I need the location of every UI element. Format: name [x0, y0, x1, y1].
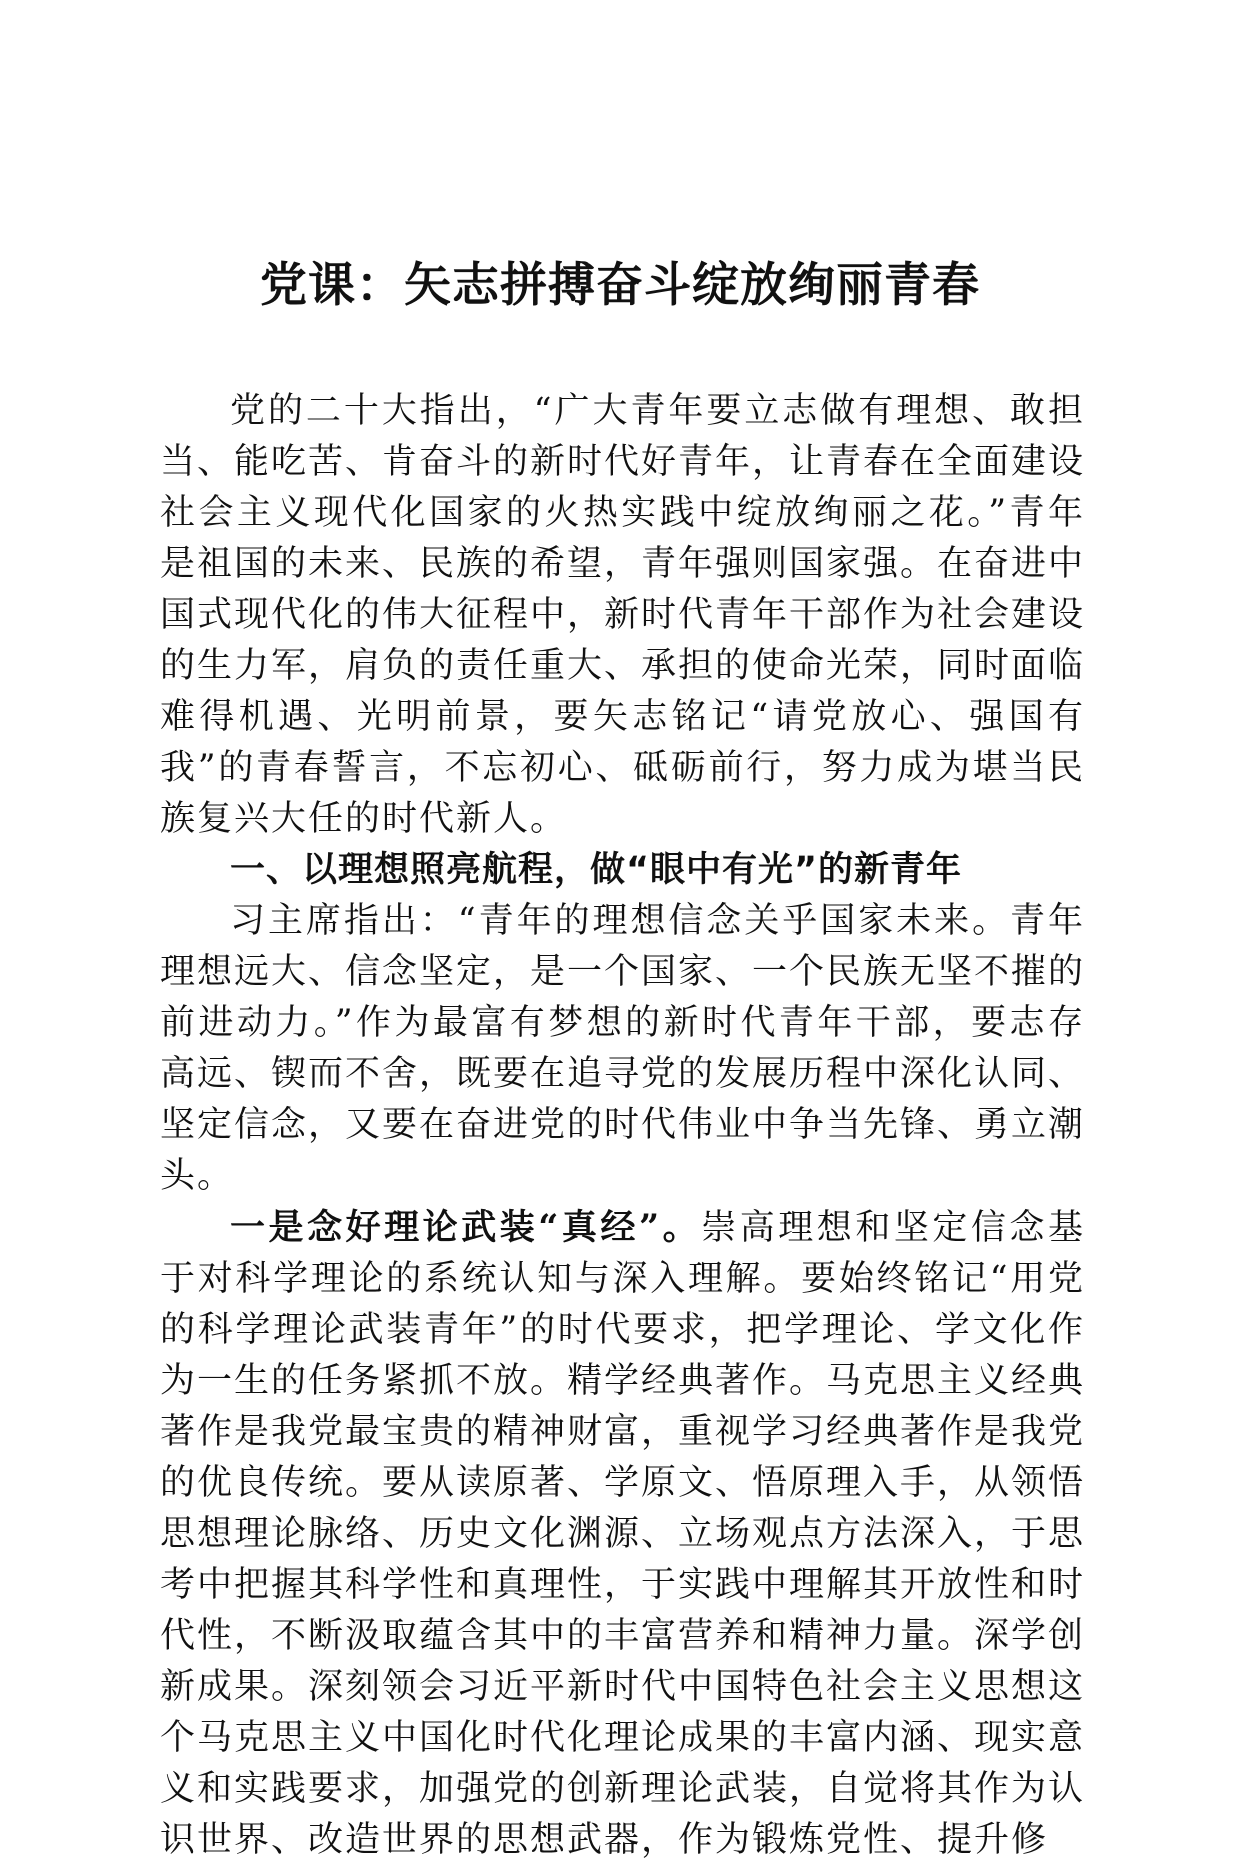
- section-paragraph: 习主席指出：“青年的理想信念关乎国家未来。青年理想远大、信念坚定，是一个国家、一个民族无坚不摧的前进动力。”作为最富有梦想的新时代青年干部，要志存高远、锲而不舍，既要在追寻党的发展历程中深化认同、坚定信念，又要在奋进党的时代伟业中争当先锋、勇立潮头。: [160, 901, 1086, 1196]
- section-heading: 一、以理想照亮航程，做“眼中有光”的新青年: [230, 850, 963, 890]
- point-lead: 一是念好理论武装“真经”。: [230, 1207, 702, 1248]
- point-text: 崇高理想和坚定信念基于对科学理论的系统认知与深入理解。要始终铭记“用党的科学理论武装青年”的时代要求，把学理论、学文化作为一生的任务紧抓不放。精学经典著作。马克思主义经典著作是我党最宝贵的精神财富，重视学习经典著作是我党的优良传统。要从读原著、学原文、悟原理入手，从领悟思想理论脉络、历史文化渊源、立场观点方法深入，于思考中把握其科学性和真理性，于实践中理解其开放性和时代性，不断汲取蕴含其中的丰富营养和精神力量。深学创新成果。深刻领会习近平新时代中国特色社会主义思想这个马克思主义中国化时代化理论成果的丰富内涵、现实意义和实践要求，加强党的创新理论武装，自觉将其作为认识世界、改造世界的思想武器，作为锻炼党性、提升修: [160, 1208, 1086, 1860]
- document-title: 党课：矢志拼搏奋斗绽放绚丽青春: [260, 258, 980, 313]
- point-paragraph: [160, 1202, 1085, 1866]
- document-body: [160, 386, 1085, 1866]
- intro-paragraph: 党的二十大指出，“广大青年要立志做有理想、敢担当、能吃苦、肯奋斗的新时代好青年，让青春在全面建设社会主义现代化国家的火热实践中绽放绚丽之花。”青年是祖国的未来、民族的希望，青年强则国家强。在奋进中国式现代化的伟大征程中，新时代青年干部作为社会建设的生力军，肩负的责任重大、承担的使命光荣，同时面临难得机遇、光明前景，要矢志铭记“请党放心、强国有我”的青春誓言，不忘初心、砥砺前行，努力成为堪当民族复兴大任的时代新人。: [160, 391, 1086, 839]
